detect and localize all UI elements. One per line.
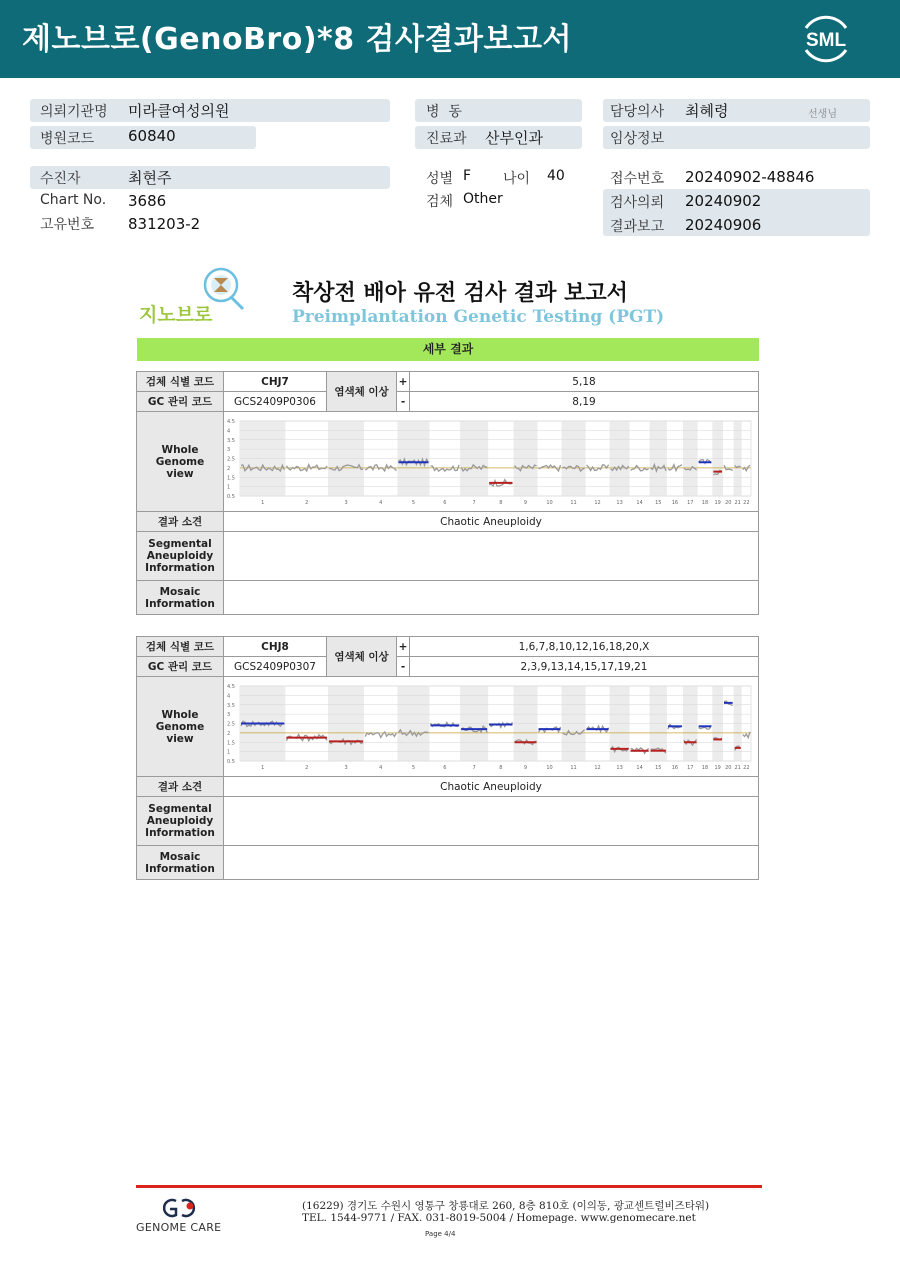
x-tick-label: 2	[305, 764, 309, 771]
x-tick-label: 10	[546, 764, 553, 771]
doctor-value: 최혜령	[685, 102, 729, 120]
age-label: 나이	[503, 171, 531, 187]
x-tick-label: 3	[344, 499, 348, 506]
x-tick-label: 3	[344, 764, 348, 771]
footer-divider	[136, 1185, 762, 1188]
x-tick-label: 9	[523, 764, 528, 771]
y-tick-label: 0.5	[227, 758, 235, 765]
y-tick-label: 1	[227, 749, 231, 756]
y-tick-label: 0.5	[227, 493, 235, 500]
loss-chromosomes: 2,3,9,13,14,15,17,19,21	[410, 657, 759, 677]
sex-value: F	[463, 168, 472, 184]
x-tick-label: 15	[655, 499, 662, 506]
finding-header: 결과 소견	[137, 777, 224, 797]
x-tick-label: 20	[725, 499, 732, 506]
page-number: Page 4/4	[425, 1230, 456, 1238]
x-tick-label: 12	[594, 499, 601, 506]
x-tick-label: 4	[379, 764, 383, 771]
x-tick-label: 11	[570, 764, 577, 771]
genobro-logo	[137, 263, 252, 328]
x-tick-label: 22	[743, 764, 750, 771]
x-tick-label: 19	[714, 764, 721, 771]
x-tick-label: 8	[499, 499, 503, 506]
gain-chromosomes: 5,18	[410, 372, 759, 392]
loss-sign: -	[397, 392, 410, 412]
x-tick-label: 6	[443, 499, 447, 506]
genome-view-header: Whole Genome view	[137, 677, 224, 777]
gain-sign: +	[397, 637, 410, 657]
result-table-2	[136, 636, 759, 880]
y-tick-label: 1.5	[227, 474, 235, 481]
sample-id-value: CHJ7	[224, 372, 327, 392]
dept-label: 진료과	[426, 131, 467, 147]
y-tick-label: 1	[227, 484, 231, 491]
sample-id-value: CHJ8	[224, 637, 327, 657]
y-tick-label: 3.5	[227, 437, 235, 444]
hospital-code-label: 병원코드	[40, 131, 95, 147]
mosaic-value	[224, 581, 759, 615]
sml-logo-text: SML	[805, 30, 847, 51]
report-header	[0, 0, 900, 78]
segmental-value	[224, 797, 759, 846]
x-tick-label: 4	[379, 499, 383, 506]
x-tick-label: 20	[725, 764, 732, 771]
doctor-label: 담당의사	[610, 104, 665, 120]
hospital-code-value: 60840	[128, 127, 176, 145]
clinical-label: 임상정보	[610, 131, 665, 147]
doctor-suffix: 선생님	[808, 109, 837, 120]
finding-header: 결과 소견	[137, 512, 224, 532]
x-tick-label: 22	[743, 499, 750, 506]
x-tick-label: 17	[687, 499, 694, 506]
segmental-header: Segmental Aneuploidy Information	[137, 797, 224, 846]
x-tick-label: 7	[472, 764, 476, 771]
x-tick-label: 1	[261, 499, 265, 506]
chrom-abnormality-header: 염색체 이상	[327, 637, 397, 677]
x-tick-label: 8	[499, 764, 503, 771]
institution-label: 의뢰기관명	[40, 104, 108, 120]
x-tick-label: 18	[701, 499, 709, 506]
request-value: 20240902	[685, 192, 762, 210]
patient-value: 최현주	[128, 169, 172, 187]
genome-view-header: Whole Genome view	[137, 412, 224, 512]
x-tick-label: 15	[655, 764, 662, 771]
gc-code-value: GCS2409P0306	[224, 392, 327, 412]
x-tick-label: 21	[734, 499, 741, 506]
genome-plot-1	[224, 413, 759, 511]
x-tick-label: 7	[472, 499, 476, 506]
mosaic-header: Mosaic Information	[137, 581, 224, 615]
request-label: 검사의뢰	[610, 195, 665, 211]
sml-logo	[798, 12, 854, 66]
x-tick-label: 2	[305, 499, 309, 506]
finding-value: Chaotic Aneuploidy	[224, 777, 759, 797]
x-tick-label: 5	[411, 764, 416, 771]
report-title: 착상전 배아 유전 검사 결과 보고서	[292, 281, 628, 306]
report-date-label: 결과보고	[610, 219, 665, 235]
x-tick-label: 16	[671, 764, 679, 771]
receipt-value: 20240902-48846	[685, 168, 815, 186]
loss-chromosomes: 8,19	[410, 392, 759, 412]
genome-view-cell	[224, 677, 759, 777]
section-header: 세부 결과	[137, 338, 759, 361]
y-tick-label: 2	[227, 465, 231, 472]
sample-id-header: 검체 식별 코드	[137, 637, 224, 657]
x-tick-label: 13	[616, 499, 623, 506]
y-tick-label: 3	[227, 711, 231, 718]
age-value: 40	[547, 168, 565, 184]
patient-label: 수진자	[40, 171, 81, 187]
x-tick-label: 12	[594, 764, 601, 771]
genome-plot-2	[224, 678, 759, 776]
x-tick-label: 13	[616, 764, 623, 771]
y-tick-label: 3.5	[227, 702, 235, 709]
chart-label: Chart No.	[40, 192, 107, 208]
unique-id-value: 831203-2	[128, 215, 201, 233]
y-tick-label: 4.5	[227, 418, 235, 425]
gain-chromosomes: 1,6,7,8,10,12,16,18,20,X	[410, 637, 759, 657]
specimen-value: Other	[463, 191, 503, 207]
x-tick-label: 14	[636, 764, 643, 771]
x-tick-label: 9	[523, 499, 528, 506]
x-tick-label: 11	[570, 499, 577, 506]
genobro-logo-text: 지노브로	[139, 304, 213, 326]
y-tick-label: 2.5	[227, 456, 235, 462]
y-tick-label: 2	[227, 730, 231, 737]
chrom-abnormality-header: 염색체 이상	[327, 372, 397, 412]
sample-id-header: 검체 식별 코드	[137, 372, 224, 392]
x-tick-label: 1	[261, 764, 265, 771]
y-tick-label: 4.5	[227, 683, 235, 690]
segmental-header: Segmental Aneuploidy Information	[137, 532, 224, 581]
patient-band	[30, 166, 390, 189]
x-tick-label: 18	[701, 764, 709, 771]
report-subtitle: Preimplantation Genetic Testing (PGT)	[292, 307, 665, 327]
dept-value: 산부인과	[485, 129, 543, 147]
x-tick-label: 6	[443, 764, 447, 771]
y-tick-label: 1.5	[227, 739, 235, 746]
genome-care-text: GENOME CARE	[136, 1221, 222, 1234]
report-date-value: 20240906	[685, 216, 762, 234]
genome-view-cell	[224, 412, 759, 512]
x-tick-label: 21	[734, 764, 741, 771]
institution-value: 미라클여성의원	[128, 102, 230, 120]
x-tick-label: 19	[714, 499, 721, 506]
mosaic-value	[224, 846, 759, 880]
x-tick-label: 5	[411, 499, 416, 506]
ward-label: 병 동	[426, 104, 462, 120]
loss-sign: -	[397, 657, 410, 677]
result-table-1	[136, 371, 759, 615]
y-tick-label: 4	[227, 427, 231, 434]
x-tick-label: 16	[671, 499, 679, 506]
chart-value: 3686	[128, 192, 167, 210]
gc-code-header: GC 관리 코드	[137, 392, 224, 412]
finding-value: Chaotic Aneuploidy	[224, 512, 759, 532]
gc-code-header: GC 관리 코드	[137, 657, 224, 677]
sex-label: 성별	[426, 171, 454, 187]
gain-sign: +	[397, 372, 410, 392]
footer-contact: TEL. 1544-9771 / FAX. 031-8019-5004 / Homepage. www.genomecare.net	[302, 1212, 696, 1224]
footer-address: (16229) 경기도 수원시 영통구 창룡대로 260, 8층 810호 (이의동, 광교센트럴비즈타워)	[302, 1200, 710, 1212]
y-tick-label: 2.5	[227, 721, 235, 727]
x-tick-label: 17	[687, 764, 694, 771]
specimen-label: 검체	[426, 194, 454, 210]
mosaic-header: Mosaic Information	[137, 846, 224, 880]
gc-code-value: GCS2409P0307	[224, 657, 327, 677]
unique-id-label: 고유번호	[40, 217, 95, 233]
y-tick-label: 4	[227, 692, 231, 699]
x-tick-label: 10	[546, 499, 553, 506]
y-tick-label: 3	[227, 446, 231, 453]
page-title: 제노브로(GenoBro)*8 검사결과보고서	[22, 22, 572, 57]
segmental-value	[224, 532, 759, 581]
x-tick-label: 14	[636, 499, 643, 506]
receipt-label: 접수번호	[610, 171, 665, 187]
